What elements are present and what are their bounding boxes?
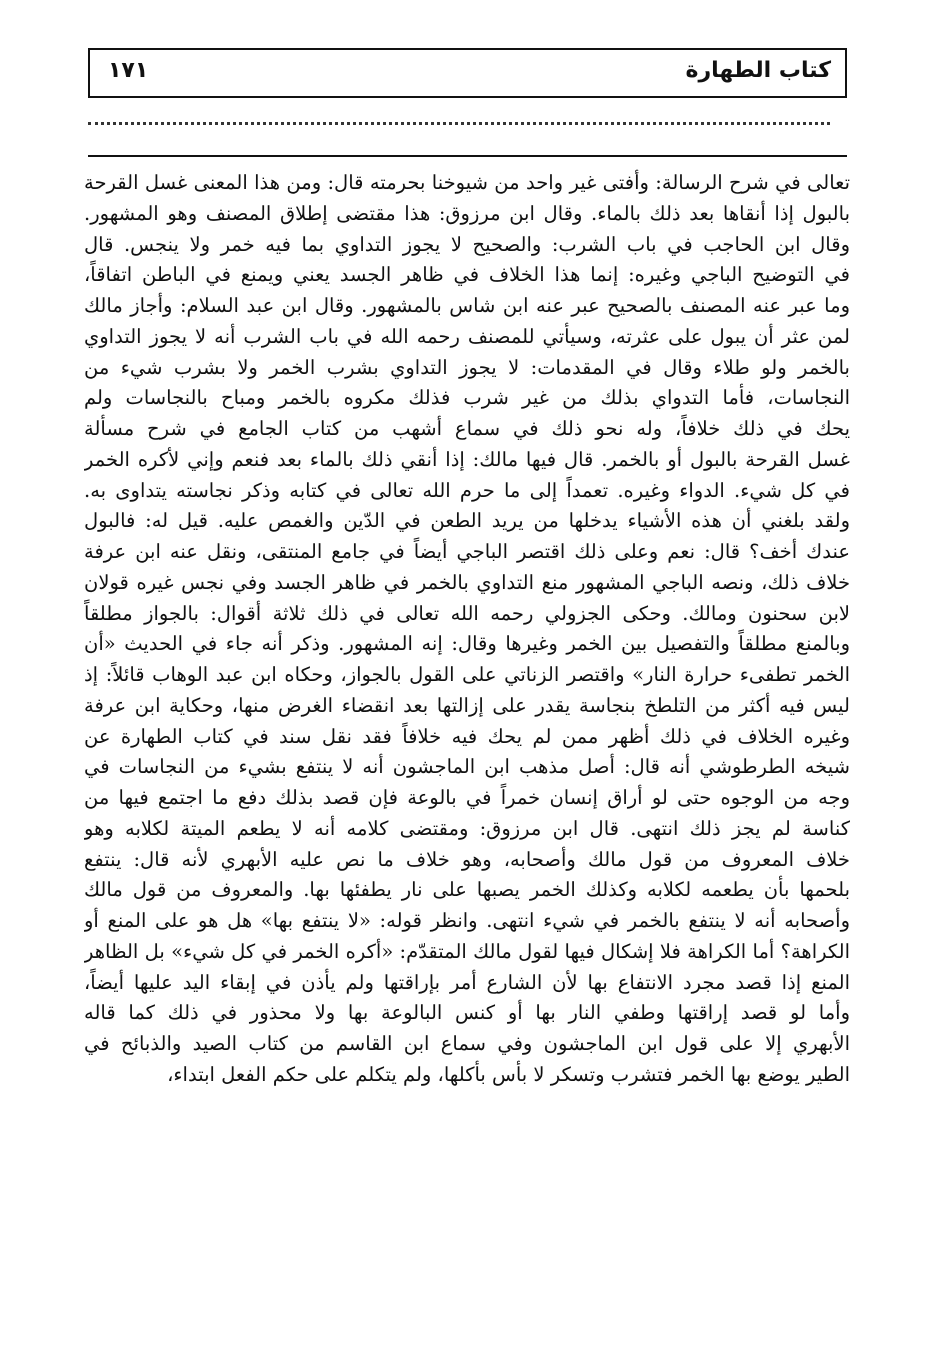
- header-title: كتاب الطهارة: [685, 58, 831, 83]
- text-line: الأبهري إلا على قول ابن الماجشون وفي سماع ابن القاسم من كتاب الصيد والذبائح في: [84, 1032, 850, 1055]
- text-line: النجاسات، فأما التدواي بذلك من غير شرب فذلك مكروه بالخمر ومباح بالنجاسات ولم: [84, 386, 850, 410]
- text-line: ليس فيه أكثر من التلطخ بنجاسة يقدر على إزالتها بعد انقضاء الغرض منها، وحكاية ابن عرفة: [84, 693, 850, 717]
- text-line: لابن سحنون ومالك. وحكى الجزولي رحمه الله تعالى في ذلك ثلاثة أقوال: بالجواز مطلقاً: [84, 601, 850, 625]
- dotted-separator: [88, 122, 830, 125]
- text-line: الكراهة؟ أما الكراهة فلا إشكال فيها لقول مالك المتقدّم: «أكره الخمر في كل شيء» بل الظاهر: [84, 939, 850, 963]
- text-line: يحك في ذلك خلافاً، وله نحو ذلك في سماع أشهب من كتاب الجامع في شرح مسألة: [84, 417, 850, 440]
- text-line: بالخمر ولو طلاء وقال في المقدمات: لا يجوز التداوي بشرب الخمر ولا بشرب شيء من: [84, 355, 850, 379]
- text-line: المنع إذا قصد مجرد الانتفاع بها لأن الشارع أمر بإراقتها ولم يأذن في إبقاء اليد عليها أيضاً،: [84, 970, 850, 994]
- text-line: لمن عثر أن يبول على عثرته، وسيأتي للمصنف رحمه الله في باب الشرب أنه لا يجوز التداوي: [84, 324, 850, 348]
- text-line: وغيره الخلاف في ذلك أظهر ممن لم يحك فيه خلافاً فقد نقل سند في كتاب الطهارة عن: [84, 724, 850, 748]
- text-line: في كل شيء. الدواء وغيره. تعمداً إلى ما حرم الله تعالى في كتابه وذكر نجاسته يتداوى به.: [84, 478, 850, 502]
- running-header: [88, 48, 847, 98]
- text-line: شيخه الطرطوشي أنه قال: أصل مذهب ابن الماجشون أنه لا ينتفع بشيء من النجاسات في: [84, 755, 850, 779]
- text-line: عندك أخف؟ قال: نعم وعلى ذلك اقتصر الباجي أيضاً في جامع المنتقى، ونقل عنه ابن عرفة: [84, 540, 850, 563]
- text-line: بلحمها بأن يطعمه لكلابه وكذلك الخمر يصبها على نار يطفئها بها. والمعروف من قول مالك: [84, 878, 850, 902]
- header-rule: [88, 155, 847, 157]
- text-line: الخمر تطفىء حرارة النار» واقتصر الزناتي على القول بالجواز، وحكاه ابن عبد الوهاب قائلاً: إذ: [84, 663, 850, 686]
- text-line: وجه من الوجوه حتى لو أراق إنسان خمراً في بالوعة فإن قصد بذلك دفع ما اجتمع فيها من: [84, 786, 850, 809]
- text-line: خلاف المعروف من قول مالك وأصحابه، وهو خلاف ما نص عليه الأبهري لأنه قال: ينتفع: [84, 847, 850, 871]
- text-line: خلاف ذلك، ونصه الباجي المشهور منع التداوي بالخمر في ظاهر الجسد وفي نجس غيره قولان: [84, 570, 850, 594]
- text-line: في التوضيح الباجي وغيره: إنما هذا الخلاف في ظاهر الجسد يعني ويمنع في الباطن اتفاقاً،: [84, 263, 850, 287]
- text-line: تعالى في شرح الرسالة: وأفتى غير واحد من شيوخنا بحرمته قال: ومن هذا المعنى غسل القرحة: [84, 171, 850, 194]
- text-line: غسل القرحة بالبول أو بالخمر. قال فيها مالك: إذا أنقي ذلك بالماء بعد فنعم وإني لأكره الخمر: [84, 447, 850, 471]
- text-line: وأما لو قصد إراقتها وطفي النار بها أو كنس البالوعة بها ولا محذور في ذلك كما قاله: [84, 1001, 850, 1025]
- text-line: وبالمنع مطلقاً والتفصيل بين الخمر وغيرها وقال: إنه المشهور. وذكر أنه جاء في الحديث «أن: [84, 632, 850, 656]
- page-number: ١٧١: [108, 58, 149, 83]
- text-line: وأصحابه أنه لا ينتفع بالخمر في شيء انتهى. وانظر قوله: «لا ينتفع بها» هل هو على المنع أو: [84, 909, 850, 932]
- text-line: الطير يوضع بها الخمر فتشرب وتسكر لا بأس بأكلها، ولم يتكلم على حكم الفعل ابتداء،: [167, 1062, 850, 1086]
- body-text: [84, 168, 850, 1091]
- text-line: كناسة لم يجز ذلك انتهى. قال ابن مرزوق: ومقتضى كلامه أنه لا يطعم الميتة لكلابه وهو: [84, 816, 850, 840]
- text-line: بالبول إذا أنقاها بعد ذلك بالماء. وقال ابن مرزوق: هذا مقتضى إطلاق المصنف وهو المشهور.: [84, 201, 850, 225]
- text-line: وقال ابن الحاجب في باب الشرب: والصحيح لا يجوز التداوي بما فيه خمر ولا ينجس. قال: [84, 232, 850, 256]
- text-line: ولقد بلغني أن هذه الأشياء يدخلها من يريد الطعن في الدّين والغمص عليه. قيل له: فالبول: [84, 509, 850, 533]
- text-line: وما عبر عنه المصنف بالصحيح عبر عنه ابن شاس بالمشهور. وقال ابن عبد السلام: وأجاز مالك: [84, 294, 850, 317]
